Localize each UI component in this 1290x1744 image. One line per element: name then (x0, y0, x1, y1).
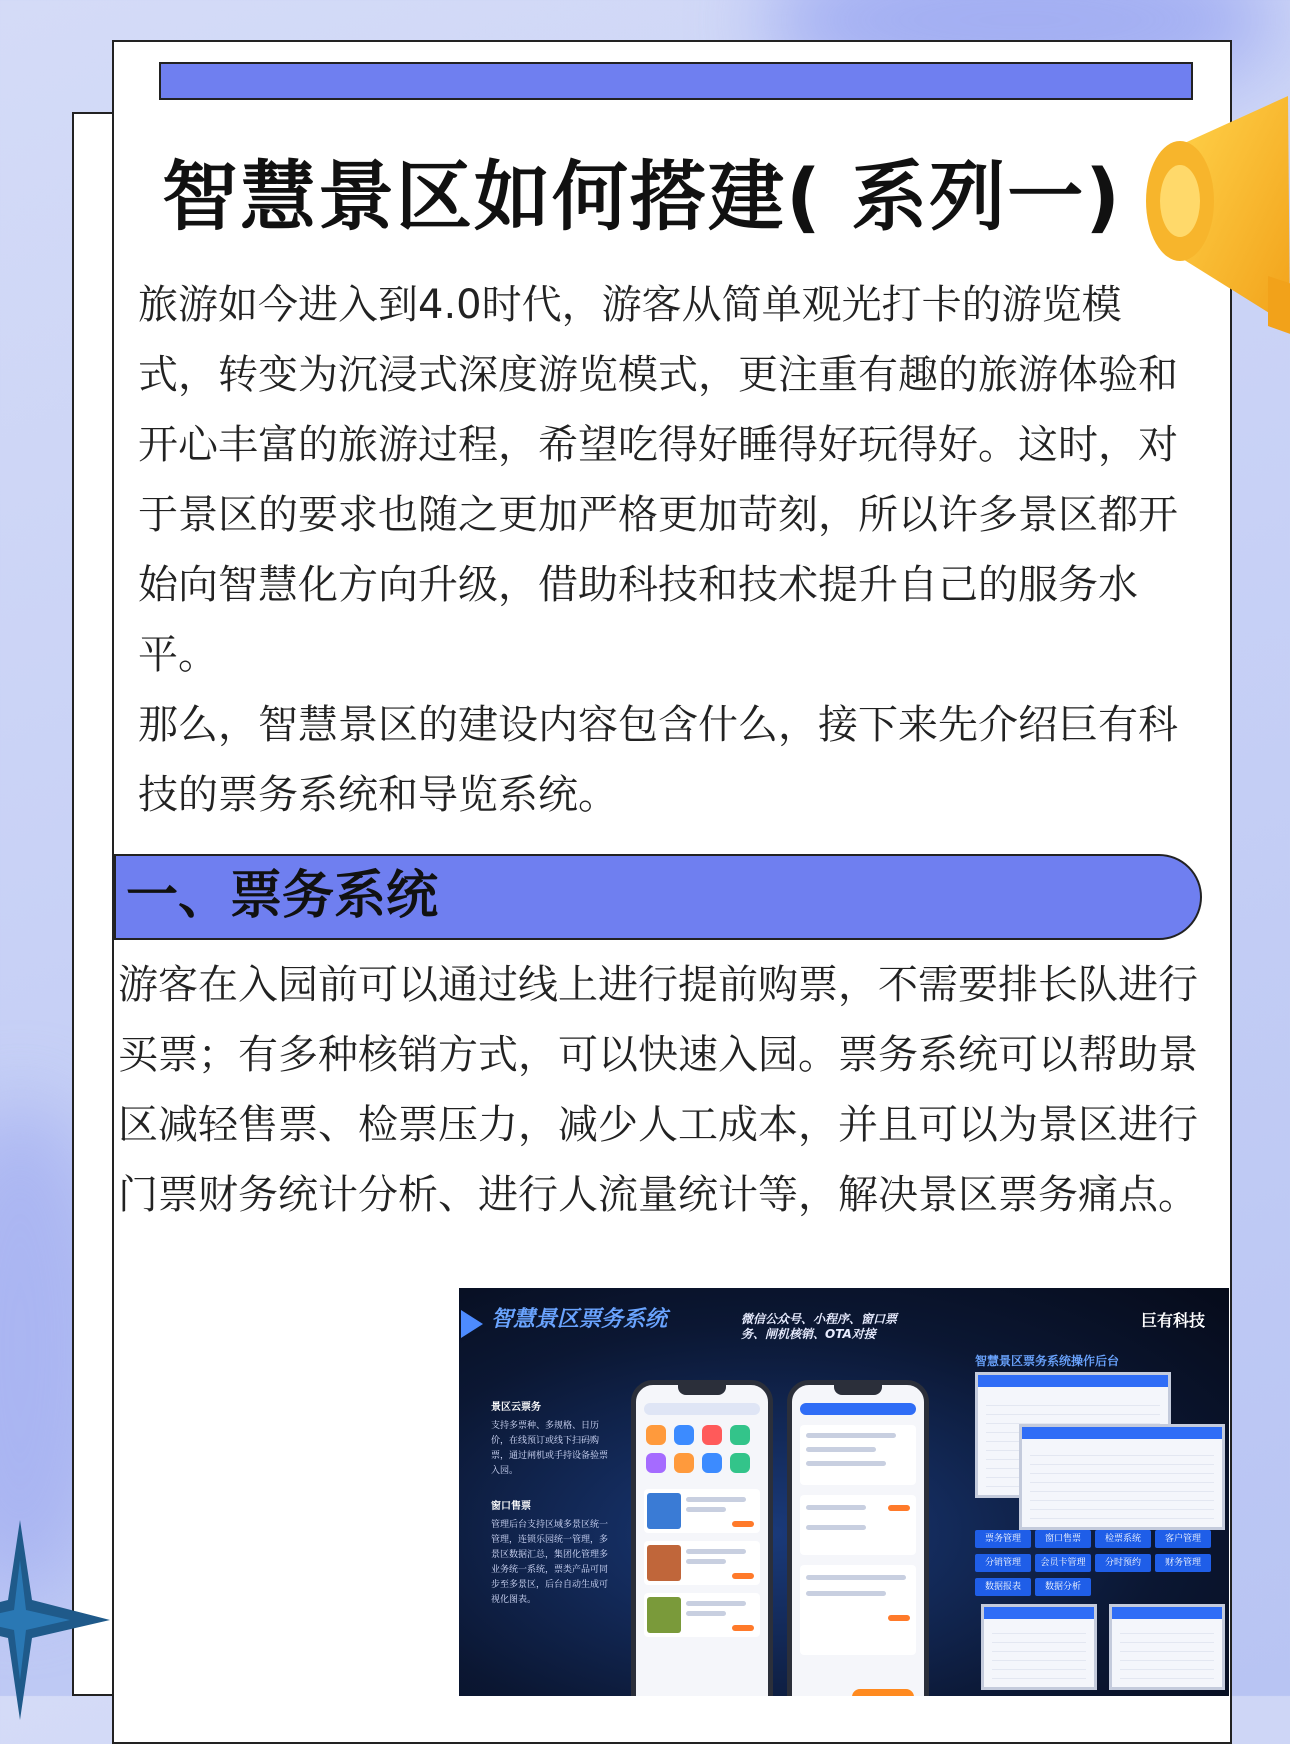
section-body: 游客在入园前可以通过线上进行提前购票，不需要排长队进行买票；有多种核销方式，可以快速入园。票务系统可以帮助景区减轻售票、检票压力，减少人工成本，并且可以为景区进行门票财务统计分析、进行人流量统计等，解决景区票务痛点。 (118, 962, 1198, 1218)
intro-paragraph: 旅游如今进入到4.0时代，游客从简单观光打卡的游览模式，转变为沉浸式深度游览模式，更注重有趣的旅游体验和开心丰富的旅游过程，希望吃得好睡得好玩得好。这时，对于景区的要求也随之更加严格更加苛刻，所以许多景区都开始向智慧化方向升级，借助科技和技术提升自己的服务水平。 (138, 282, 1178, 678)
feature-list (491, 1400, 615, 1628)
megaphone-icon (1118, 86, 1290, 346)
module-tag: 财务管理 (1155, 1554, 1211, 1572)
module-tag: 票务管理 (975, 1530, 1031, 1548)
intro-text (138, 270, 1198, 830)
dashboard-screenshot (1019, 1424, 1225, 1530)
phone-mockup (631, 1380, 773, 1696)
page-title: 智慧景区如何搭建( 系列一) (162, 152, 1122, 241)
section-title: 一、票务系统 (126, 866, 439, 926)
computer-monitor (1109, 1604, 1225, 1690)
section-header (114, 854, 1202, 940)
module-tag: 窗口售票 (1035, 1530, 1091, 1548)
feature-text: 管理后台支持区域多景区统一管理，连锁乐园统一管理，多景区数据汇总，集团化管理多业务统一系统，票类产品可同步至多景区，后台自动生成可视化图表。 (491, 1520, 609, 1605)
computer-monitor (981, 1604, 1097, 1690)
module-tag: 分时预约 (1095, 1554, 1151, 1572)
star-icon (0, 1520, 140, 1720)
module-tag: 检票系统 (1095, 1530, 1151, 1548)
play-arrow-icon (461, 1310, 483, 1338)
module-tag: 分销管理 (975, 1554, 1031, 1572)
module-tag: 会员卡管理 (1035, 1554, 1091, 1572)
feature-title: 窗口售票 (491, 1501, 531, 1512)
brand-logo: 巨有科技 (1141, 1311, 1206, 1330)
image-channels: 微信公众号、小程序、窗口票务、闸机核销、OTA对接 (741, 1312, 898, 1341)
module-tag: 数据报表 (975, 1578, 1031, 1596)
ticketing-system-image (459, 1288, 1229, 1696)
feature-title: 景区云票务 (491, 1402, 541, 1413)
image-title: 智慧景区票务系统 (491, 1307, 668, 1332)
intro-paragraph: 那么，智慧景区的建设内容包含什么，接下来先介绍巨有科技的票务系统和导览系统。 (138, 702, 1178, 818)
top-accent-bar (159, 62, 1193, 100)
module-tag: 客户管理 (1155, 1530, 1211, 1548)
module-tag: 数据分析 (1035, 1578, 1091, 1596)
backend-label: 智慧景区票务系统操作后台 (975, 1354, 1120, 1368)
feature-text: 支持多票种、多规格、日历价，在线预订或线下扫码购票，通过闸机或手持设备验票入园。 (491, 1421, 609, 1476)
module-grid (975, 1530, 1215, 1596)
phone-mockup (787, 1380, 929, 1696)
